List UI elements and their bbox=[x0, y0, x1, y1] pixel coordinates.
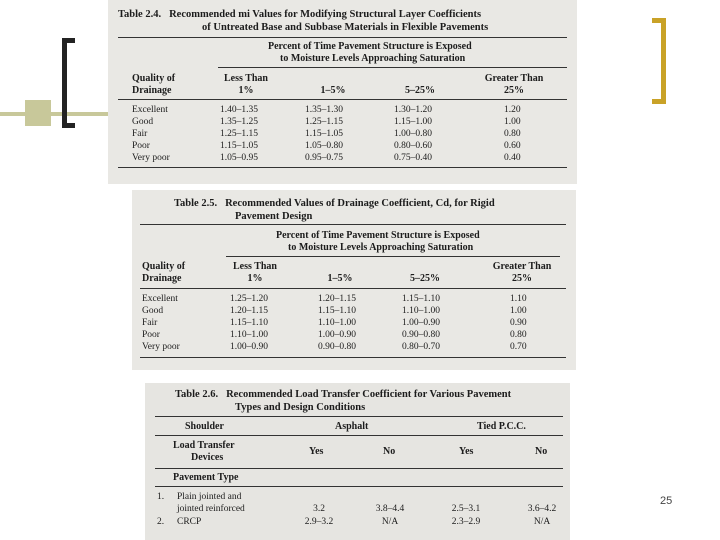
table-2-6-row2-tied-yes: 2.3–2.9 bbox=[451, 517, 481, 527]
table-2-4-row3-col3: 1.00–0.80 bbox=[394, 129, 432, 139]
table-2-4-row1-col1: 1.40–1.35 bbox=[220, 105, 258, 115]
table-2-5-row5-col4: 0.70 bbox=[510, 342, 527, 352]
table-2-6-top-rule bbox=[155, 416, 563, 417]
table-2-5-row3-col3: 1.00–0.90 bbox=[402, 318, 440, 328]
table-2-6-ltd-line2: Devices bbox=[191, 452, 224, 463]
table-2-4-row5-col1: 1.05–0.95 bbox=[220, 153, 258, 163]
table-2-4-row5-col2: 0.95–0.75 bbox=[305, 153, 343, 163]
table-2-5-row4-col1: 1.10–1.00 bbox=[230, 330, 268, 340]
table-2-4-col1-header-line2: 1% bbox=[238, 85, 254, 96]
table-2-5-row2-col4: 1.00 bbox=[510, 306, 527, 316]
table-2-5-col3-header: 5–25% bbox=[410, 273, 440, 284]
table-2-5-scan bbox=[132, 190, 576, 370]
table-2-5-col1-header-line1: Less Than bbox=[232, 261, 277, 272]
table-2-5-title-line2: Pavement Design bbox=[235, 211, 313, 222]
table-2-5-row5-col1: 1.00–0.90 bbox=[230, 342, 268, 352]
table-2-4-row3-quality: Fair bbox=[132, 129, 148, 139]
table-2-4-col4-header-line2: 25% bbox=[504, 85, 524, 96]
table-2-6-number: Table 2.6. bbox=[175, 389, 219, 400]
table-2-5-row3-quality: Fair bbox=[142, 318, 158, 328]
table-2-6-tied-no: No bbox=[535, 446, 548, 457]
table-2-6-title-line2: Types and Design Conditions bbox=[235, 402, 366, 413]
table-2-5-title-line1: Recommended Values of Drainage Coefficient, Cd, for Rigid bbox=[225, 198, 495, 209]
table-2-6-row1-tied-no: 3.6–4.2 bbox=[527, 504, 557, 514]
table-2-5-row1-quality: Excellent bbox=[142, 294, 178, 304]
table-2-4-row2-col1: 1.35–1.25 bbox=[220, 117, 258, 127]
table-2-4-row2-col2: 1.25–1.15 bbox=[305, 117, 343, 127]
table-2-5-row1-col3: 1.15–1.10 bbox=[402, 294, 440, 304]
table-2-4-row3-col2: 1.15–1.05 bbox=[305, 129, 343, 139]
table-2-4-span-header-line1: Percent of Time Pavement Structure is Exposed bbox=[268, 41, 472, 52]
table-2-4-row4-col1: 1.15–1.05 bbox=[220, 141, 258, 151]
table-2-4-row1-col2: 1.35–1.30 bbox=[305, 105, 343, 115]
table-2-5-row1-col4: 1.10 bbox=[510, 294, 527, 304]
table-2-6-ltd-rule bbox=[155, 468, 563, 469]
table-2-4-row2-col3: 1.15–1.00 bbox=[394, 117, 432, 127]
table-2-4-row2-quality: Good bbox=[132, 117, 154, 127]
table-2-5-span-rule bbox=[226, 256, 560, 257]
table-2-4-title-line2: of Untreated Base and Subbase Materials in Flexible Pavements bbox=[202, 22, 489, 33]
table-2-6-title-line1: Recommended Load Transfer Coefficient for Various Pavement bbox=[226, 389, 512, 400]
table-2-6-row2-tied-no: N/A bbox=[533, 517, 551, 527]
table-2-6-row1-asphalt-yes: 3.2 bbox=[313, 504, 325, 514]
table-2-4-row4-col4: 0.60 bbox=[504, 141, 521, 151]
right-bracket-ornament bbox=[652, 18, 666, 104]
table-2-5-span-header-line2: to Moisture Levels Approaching Saturation bbox=[288, 242, 474, 253]
table-2-6-row2-asphalt-yes: 2.9–3.2 bbox=[304, 517, 334, 527]
table-2-6-pavement-type-label: Pavement Type bbox=[173, 472, 239, 483]
table-2-4-row4-quality: Poor bbox=[132, 141, 150, 151]
table-2-6-asphalt-label: Asphalt bbox=[335, 421, 369, 432]
table-2-4-caption bbox=[118, 8, 481, 21]
table-2-5-row4-quality: Poor bbox=[142, 330, 160, 340]
table-2-5-col1-header-line2: 1% bbox=[247, 273, 263, 284]
table-2-5-span-header-line1: Percent of Time Pavement Structure is Exposed bbox=[276, 230, 480, 241]
table-2-5-row3-col1: 1.15–1.10 bbox=[230, 318, 268, 328]
table-2-4-row4-col2: 1.05–0.80 bbox=[305, 141, 343, 151]
table-2-6-ltd-line1: Load Transfer bbox=[173, 440, 235, 451]
table-2-4-row1-col3: 1.30–1.20 bbox=[394, 105, 432, 115]
table-2-5-top-rule bbox=[140, 224, 566, 225]
page-number: 25 bbox=[660, 495, 673, 507]
table-2-5-row-header-line1: Quality of bbox=[142, 261, 186, 272]
table-2-4-row1-quality: Excellent bbox=[132, 105, 168, 115]
table-2-4-row1-col4: 1.20 bbox=[504, 105, 521, 115]
table-2-6-pavement-type-rule bbox=[155, 486, 563, 487]
table-2-4-row3-col4: 0.80 bbox=[504, 129, 521, 139]
table-2-5-row1-col2: 1.20–1.15 bbox=[318, 294, 356, 304]
table-2-5-header-rule bbox=[140, 288, 566, 289]
table-2-5-row2-col2: 1.15–1.10 bbox=[318, 306, 356, 316]
table-2-6-tied-pcc-label: Tied P.C.C. bbox=[477, 421, 526, 432]
table-2-5-col4-header-line1: Greater Than bbox=[492, 261, 552, 272]
table-2-6-row2-name: CRCP bbox=[177, 517, 202, 527]
table-2-4-header-rule bbox=[118, 99, 567, 100]
table-2-6-shoulder-rule bbox=[155, 435, 563, 436]
table-2-5-col4-header-line2: 25% bbox=[512, 273, 532, 284]
table-2-4-row5-quality: Very poor bbox=[132, 153, 170, 163]
table-2-4-span-rule bbox=[218, 67, 567, 68]
accent-square bbox=[25, 100, 51, 126]
table-2-4-col4-header-line1: Greater Than bbox=[484, 73, 544, 84]
table-2-6-asphalt-no: No bbox=[383, 446, 396, 457]
table-2-4-row2-col4: 1.00 bbox=[504, 117, 521, 127]
table-2-6-scan bbox=[145, 383, 570, 540]
left-bracket-ornament bbox=[62, 38, 75, 128]
table-2-4-title-line1: Recommended mi Values for Modifying Structural Layer Coefficients bbox=[169, 9, 482, 20]
table-2-6-tied-yes: Yes bbox=[459, 446, 474, 457]
table-2-5-row5-col3: 0.80–0.70 bbox=[402, 342, 440, 352]
table-2-4-row-header-line2: Drainage bbox=[132, 85, 172, 96]
table-2-5-caption bbox=[174, 197, 495, 210]
table-2-5-row4-col2: 1.00–0.90 bbox=[318, 330, 356, 340]
table-2-4-number: Table 2.4. bbox=[118, 9, 162, 20]
table-2-4-row-header-line1: Quality of bbox=[132, 73, 176, 84]
table-2-6-asphalt-yes: Yes bbox=[309, 446, 324, 457]
table-2-5-row5-quality: Very poor bbox=[142, 342, 180, 352]
table-2-6-row1-index: 1. bbox=[157, 492, 165, 502]
accent-line bbox=[0, 112, 108, 116]
table-2-6-row1-asphalt-no: 3.8–4.4 bbox=[375, 504, 405, 514]
table-2-6-row1-name-line2: jointed reinforced bbox=[177, 504, 245, 514]
table-2-6-shoulder-label: Shoulder bbox=[185, 421, 224, 432]
table-2-6-row1-name-line1: Plain jointed and bbox=[177, 492, 242, 502]
table-2-6-row2-index: 2. bbox=[157, 517, 165, 527]
table-2-5-row4-col3: 0.90–0.80 bbox=[402, 330, 440, 340]
table-2-4-top-rule bbox=[118, 37, 567, 38]
table-2-6-caption bbox=[175, 388, 511, 401]
table-2-6-row1-tied-yes: 2.5–3.1 bbox=[451, 504, 481, 514]
table-2-5-row2-quality: Good bbox=[142, 306, 164, 316]
table-2-4-row4-col3: 0.80–0.60 bbox=[394, 141, 432, 151]
table-2-4-col2-header: 1–5% bbox=[320, 85, 346, 96]
table-2-5-row5-col2: 0.90–0.80 bbox=[318, 342, 356, 352]
table-2-4-col1-header-line1: Less Than bbox=[223, 73, 268, 84]
table-2-5-row3-col2: 1.10–1.00 bbox=[318, 318, 356, 328]
table-2-4-row5-col4: 0.40 bbox=[504, 153, 521, 163]
table-2-5-row4-col4: 0.80 bbox=[510, 330, 527, 340]
table-2-5-row-header-line2: Drainage bbox=[142, 273, 182, 284]
table-2-4-col3-header: 5–25% bbox=[405, 85, 435, 96]
table-2-5-number: Table 2.5. bbox=[174, 198, 218, 209]
table-2-4-scan bbox=[108, 0, 577, 184]
table-2-5-row2-col1: 1.20–1.15 bbox=[230, 306, 268, 316]
table-2-5-col2-header: 1–5% bbox=[327, 273, 353, 284]
table-2-5-row1-col1: 1.25–1.20 bbox=[230, 294, 268, 304]
table-2-6-row2-asphalt-no: N/A bbox=[381, 517, 399, 527]
table-2-5-bottom-rule bbox=[140, 357, 566, 358]
table-2-4-row3-col1: 1.25–1.15 bbox=[220, 129, 258, 139]
table-2-5-row2-col3: 1.10–1.00 bbox=[402, 306, 440, 316]
table-2-4-row5-col3: 0.75–0.40 bbox=[394, 153, 432, 163]
table-2-5-row3-col4: 0.90 bbox=[510, 318, 527, 328]
table-2-4-bottom-rule bbox=[118, 167, 567, 168]
table-2-4-span-header-line2: to Moisture Levels Approaching Saturation bbox=[280, 53, 466, 64]
